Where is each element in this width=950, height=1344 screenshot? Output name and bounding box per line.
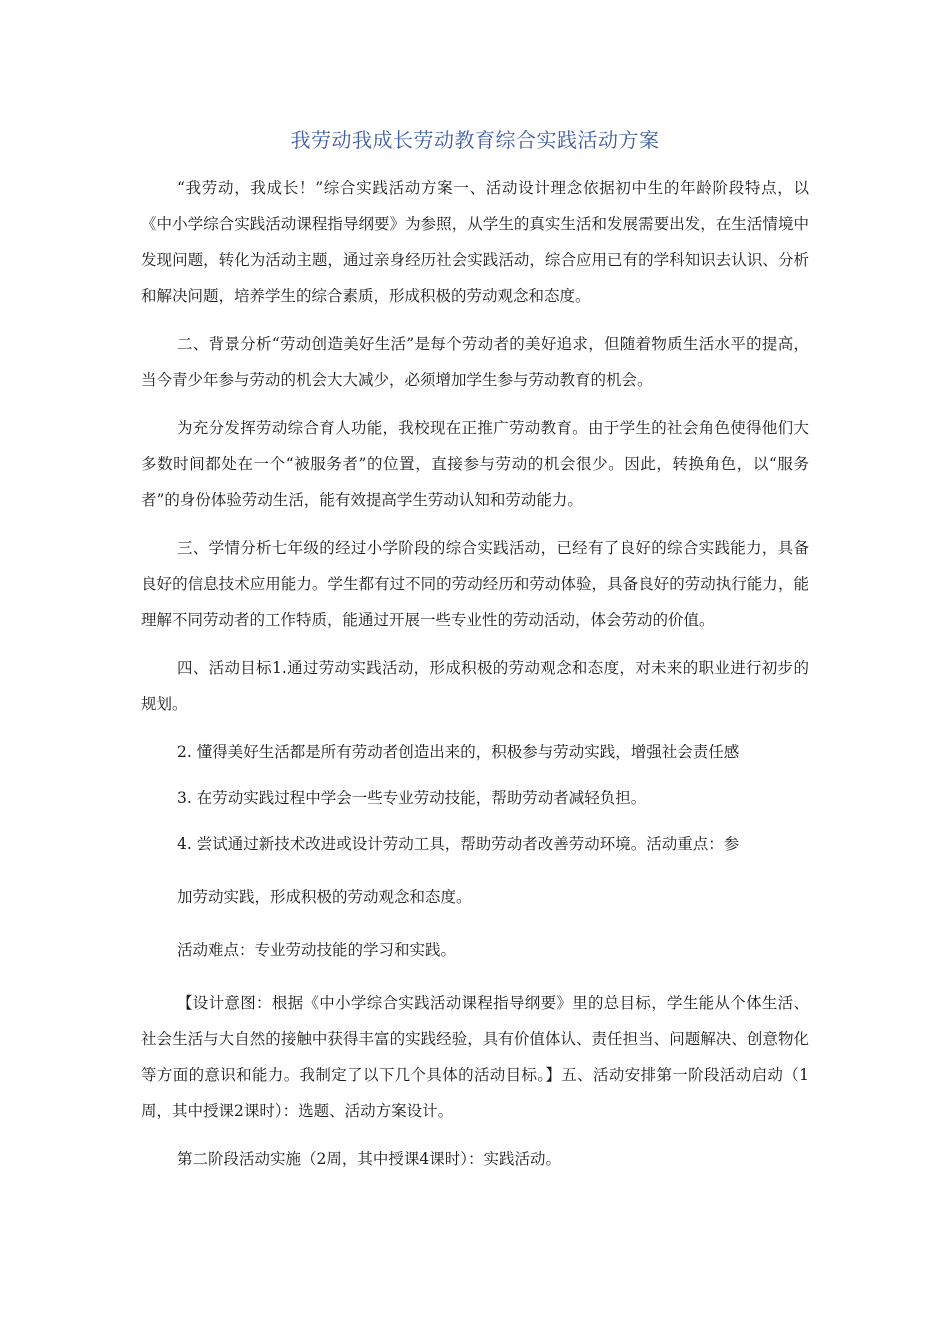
paragraph-student-analysis: 三、学情分析七年级的经过小学阶段的综合实践活动，已经有了良好的综合实践能力，具备良好的信息技术应用能力。学生都有过不同的劳动经历和劳动体验，具备良好的劳动执行能力，能理解不同劳动者的工作特质，能通过开展一些专业性的劳动活动，体会劳动的价值。: [141, 539, 809, 629]
document-title: 我劳动我成长劳动教育综合实践活动方案: [290, 128, 660, 152]
paragraph-difficulty: 活动难点：专业劳动技能的学习和实践。: [177, 941, 457, 959]
paragraph-key-point: 加劳动实践，形成积极的劳动观念和态度。: [177, 888, 472, 906]
paragraph-promotion: 为充分发挥劳动综合育人功能，我校现在正推广劳动教育。由于学生的社会角色使得他们大多数时间都处在一个“被服务者”的位置，直接参与劳动的机会很少。因此，转换角色，以“服务者”的身份体验劳动生活，能有效提高学生劳动认知和劳动能力。: [141, 419, 809, 509]
list-item-goal-3: 3. 在劳动实践过程中学会一些专业劳动技能，帮助劳动者减轻负担。: [177, 789, 647, 807]
paragraph-design-intent: 【设计意图：根据《中小学综合实践活动课程指导纲要》里的总目标，学生能从个体生活、社会生活与大自然的接触中获得丰富的实践经验，具有价值体认、责任担当、问题解决、创意物化等方面的意识和能力。我制定了以下几个具体的活动目标。】五、活动安排第一阶段活动启动（1周，其中授课2课时）：选题、活动方案设计。: [141, 994, 809, 1120]
list-item-goal-2: 2. 懂得美好生活都是所有劳动者创造出来的，积极参与劳动实践，增强社会责任感: [177, 743, 740, 761]
paragraph-goals: 四、活动目标1.通过劳动实践活动，形成积极的劳动观念和态度，对未来的职业进行初步的规划。: [141, 659, 809, 713]
paragraph-background: 二、背景分析“劳动创造美好生活”是每个劳动者的美好追求，但随着物质生活水平的提高，当今青少年参与劳动的机会大大减少，必须增加学生参与劳动教育的机会。: [141, 335, 809, 389]
document-body: [141, 170, 809, 1177]
paragraph-phase-two: 第二阶段活动实施（2周，其中授课4课时）：实践活动。: [177, 1150, 561, 1168]
paragraph-design-concept: “我劳动，我成长！”综合实践活动方案一、活动设计理念依据初中生的年龄阶段特点，以《中小学综合实践活动课程指导纲要》为参照，从学生的真实生活和发展需要出发，在生活情境中发现问题，转化为活动主题，通过亲身经历社会实践活动，综合应用已有的学科知识去认识、分析和解决问题，培养学生的综合素质，形成积极的劳动观念和态度。: [141, 179, 809, 305]
list-item-goal-4: 4. 尝试通过新技术改进或设计劳动工具，帮助劳动者改善劳动环境。活动重点：参: [177, 835, 740, 853]
